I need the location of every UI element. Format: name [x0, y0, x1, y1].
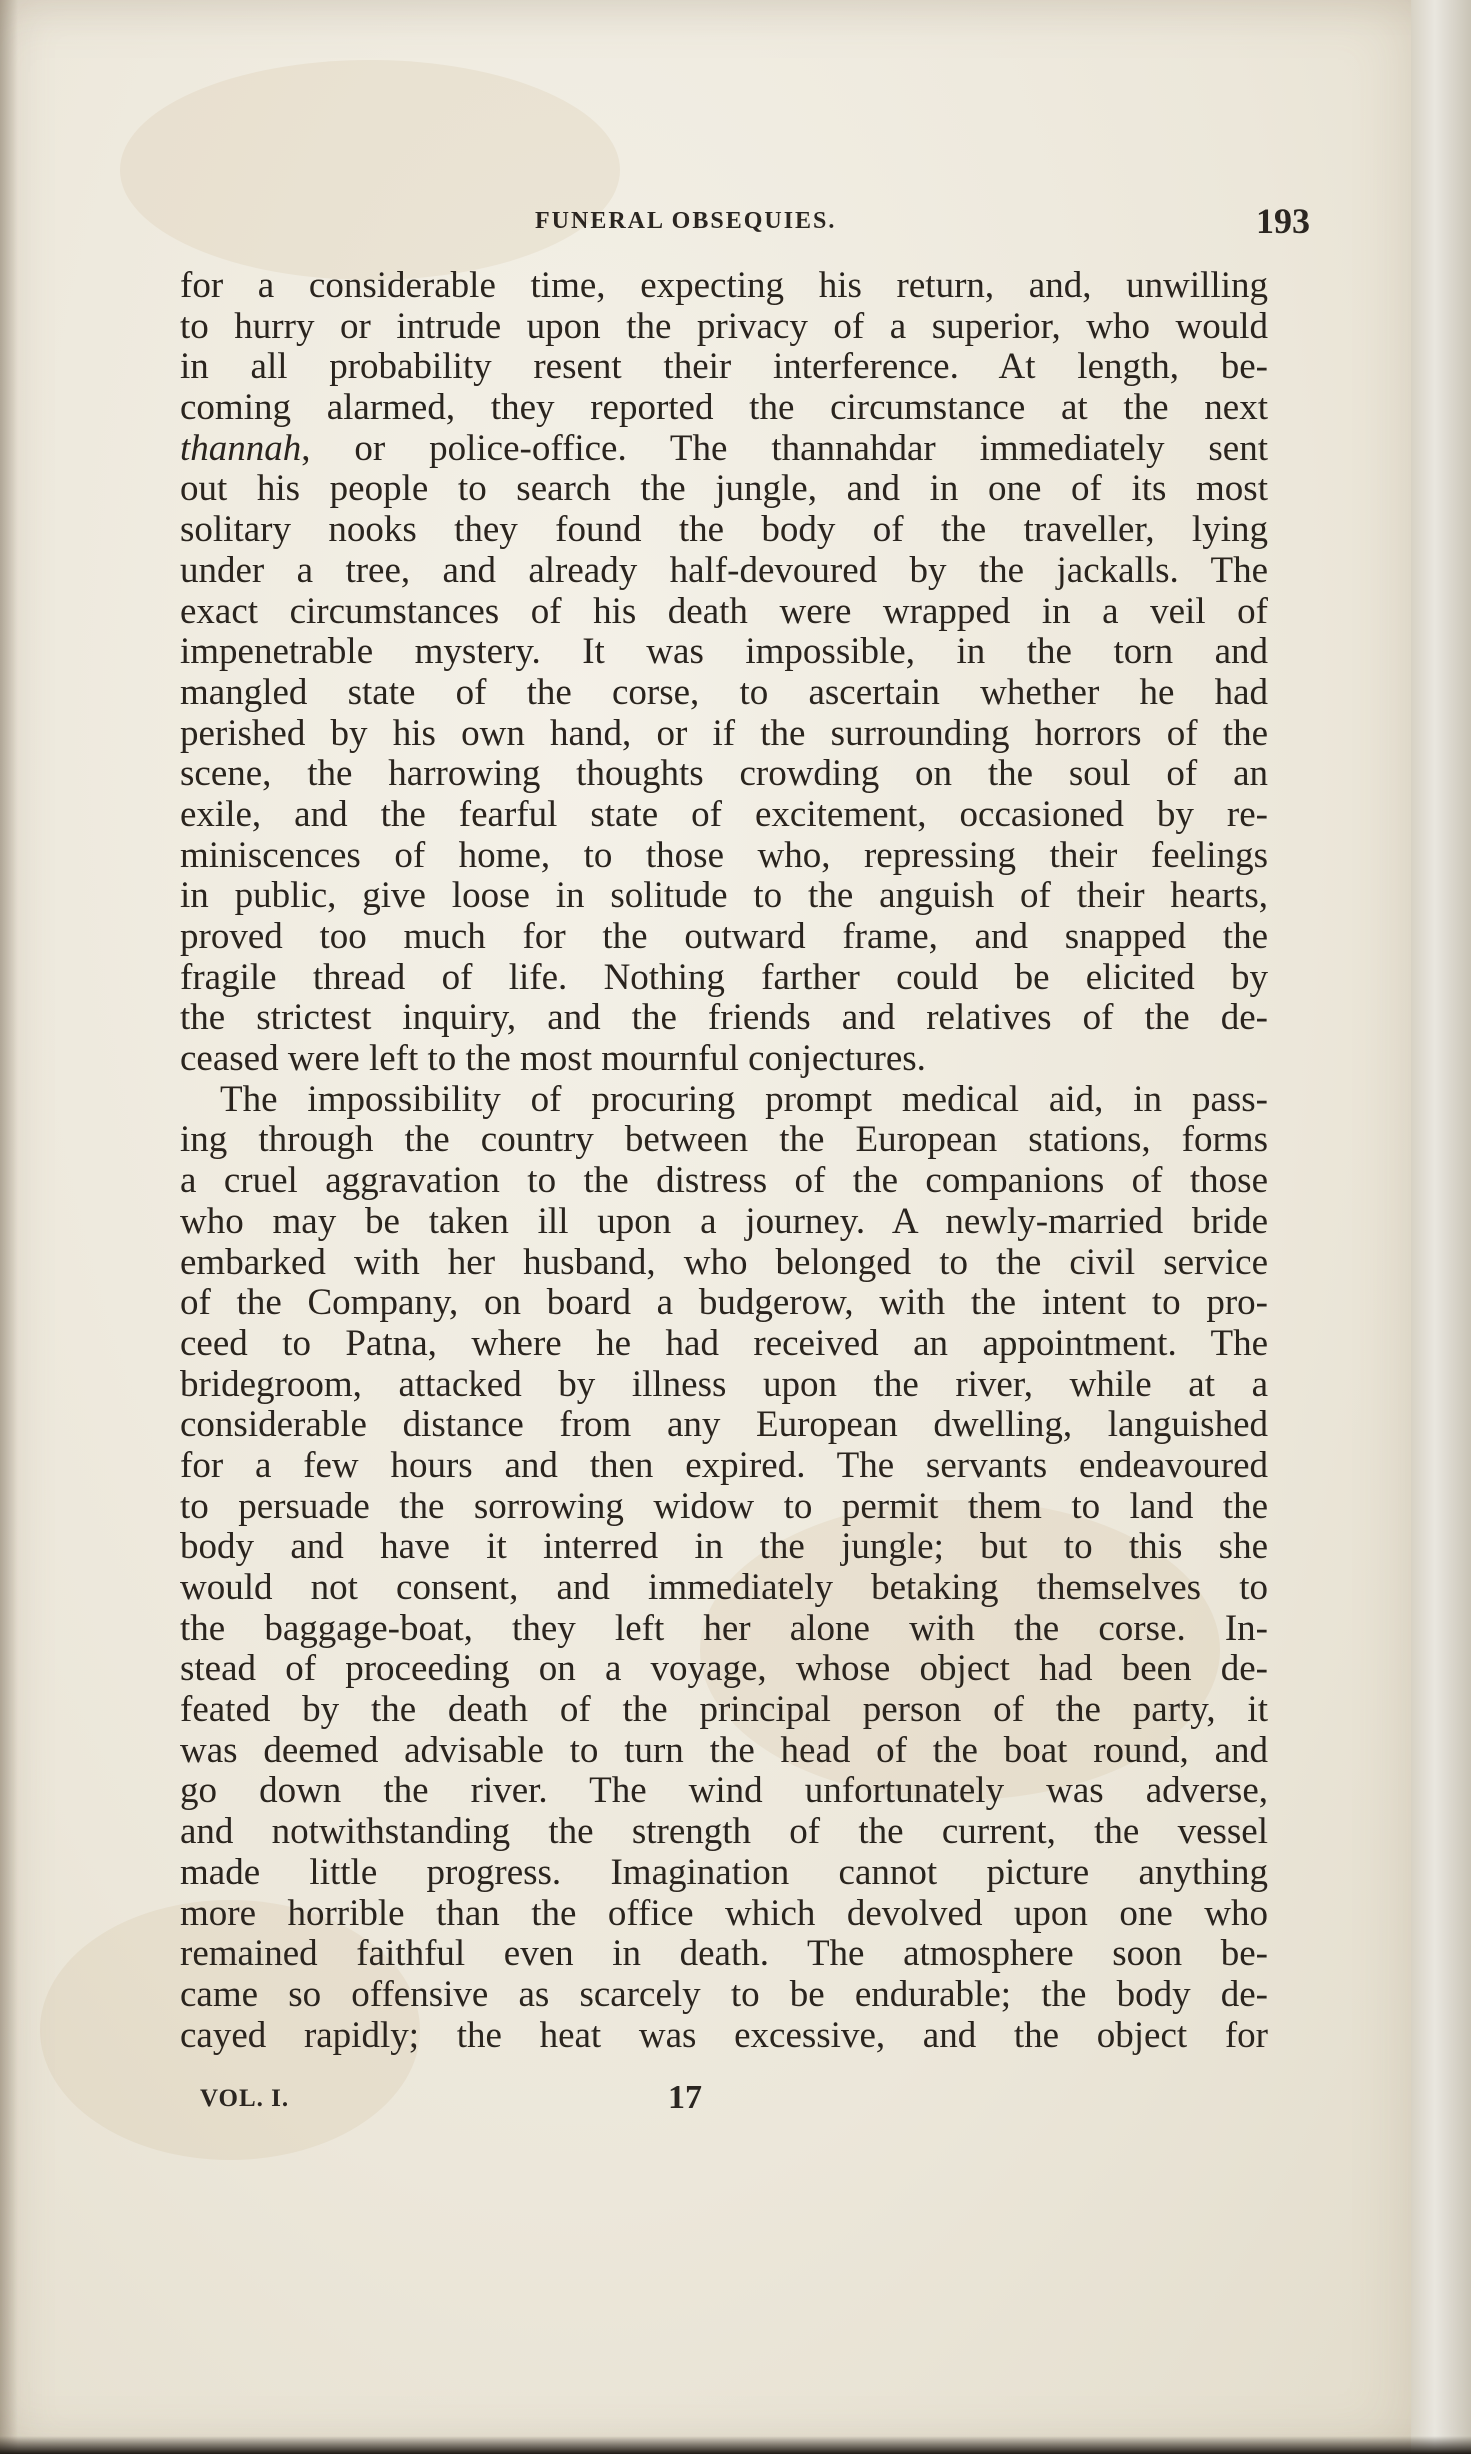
text-line: exile, and the fearful state of excitement, occasioned by re- — [180, 793, 1268, 835]
bottom-shadow — [0, 2436, 1471, 2454]
text-line: scene, the harrowing thoughts crowding on the soul of an — [180, 753, 1268, 795]
text-line: exact circumstances of his death were wrapped in a veil of — [180, 590, 1268, 632]
text-line: fragile thread of life. Nothing farther could be elicited by — [180, 956, 1268, 998]
italic-term: thannah — [180, 427, 302, 469]
page-edge — [1411, 0, 1471, 2454]
text-line: go down the river. The wind unfortunately was adverse, — [180, 1770, 1268, 1812]
text-line: ceed to Patna, where he had received an appointment. The — [180, 1322, 1268, 1364]
body-text — [180, 266, 1268, 2056]
text-line: came so offensive as scarcely to be endurable; the body de- — [180, 1973, 1268, 2015]
spine-shadow — [0, 0, 18, 2454]
text-line: the baggage-boat, they left her alone with the corse. In- — [180, 1607, 1268, 1649]
signature-mark: VOL. I. — [200, 2085, 290, 2112]
text-line: miniscences of home, to those who, repressing their feelings — [180, 834, 1268, 876]
text-line: ing through the country between the European stations, forms — [180, 1119, 1268, 1161]
text-line: remained faithful even in death. The atmosphere soon be- — [180, 1933, 1268, 1975]
text-line: proved too much for the outward frame, and snapped the — [180, 916, 1268, 957]
text-line: in public, give loose in solitude to the anguish of their hearts, — [180, 875, 1268, 917]
text-line: cayed rapidly; the heat was excessive, and the object for — [180, 2014, 1268, 2056]
text-line: thannah, or police-office. The thannahdar immediately sent — [180, 427, 1268, 469]
text-line: embarked with her husband, who belonged to the civil service — [180, 1241, 1268, 1283]
text-line: of the Company, on board a budgerow, with the intent to pro- — [180, 1282, 1268, 1324]
text-line: ceased were left to the most mournful conjectures. — [180, 1038, 926, 1080]
text-line: The impossibility of procuring prompt medical aid, in pass- — [220, 1078, 1268, 1120]
text-line: in all probability resent their interference. At length, be- — [180, 346, 1268, 388]
text-line: coming alarmed, they reported the circumstance at the next — [180, 387, 1268, 429]
text-line: would not consent, and immediately betaking themselves to — [180, 1567, 1268, 1608]
text-line: solitary nooks they found the body of the traveller, lying — [180, 509, 1268, 551]
text-line: out his people to search the jungle, and in one of its most — [180, 468, 1268, 510]
text-line: feated by the death of the principal person of the party, it — [180, 1689, 1268, 1731]
page-footer — [200, 2079, 800, 2125]
text-line: more horrible than the office which devolved upon one who — [180, 1892, 1268, 1934]
text-line: mangled state of the corse, to ascertain whether he had — [180, 671, 1268, 713]
text-line: who may be taken ill upon a journey. A newly-married bride — [180, 1200, 1268, 1242]
text-line: the strictest inquiry, and the friends and relatives of the de- — [180, 997, 1268, 1039]
text-line: a cruel aggravation to the distress of the companions of those — [180, 1160, 1268, 1202]
text-line: perished by his own hand, or if the surrounding horrors of the — [180, 712, 1268, 754]
text-line: to persuade the sorrowing widow to permit them to land the — [180, 1485, 1268, 1527]
running-head: FUNERAL OBSEQUIES. — [535, 208, 837, 234]
text-line: impenetrable mystery. It was impossible, in the torn and — [180, 631, 1268, 673]
text-line: stead of proceeding on a voyage, whose object had been de- — [180, 1648, 1268, 1690]
sheet-number: 17 — [668, 2079, 702, 2116]
text-line: considerable distance from any European dwelling, languished — [180, 1404, 1268, 1446]
text-line: made little progress. Imagination cannot picture anything — [180, 1851, 1268, 1893]
page-header — [180, 200, 1310, 250]
text-line: body and have it interred in the jungle; but to this she — [180, 1526, 1268, 1568]
text-line: for a few hours and then expired. The servants endeavoured — [180, 1444, 1268, 1486]
text-line: was deemed advisable to turn the head of the boat round, and — [180, 1729, 1268, 1771]
text-line: to hurry or intrude upon the privacy of a superior, who would — [180, 305, 1268, 347]
page-number: 193 — [1256, 201, 1310, 241]
text-line: for a considerable time, expecting his return, and, unwilling — [180, 265, 1268, 306]
text-line: and notwithstanding the strength of the current, the vessel — [180, 1811, 1268, 1853]
text-line: under a tree, and already half-devoured by the jackalls. The — [180, 549, 1268, 591]
text-line: bridegroom, attacked by illness upon the river, while at a — [180, 1363, 1268, 1405]
